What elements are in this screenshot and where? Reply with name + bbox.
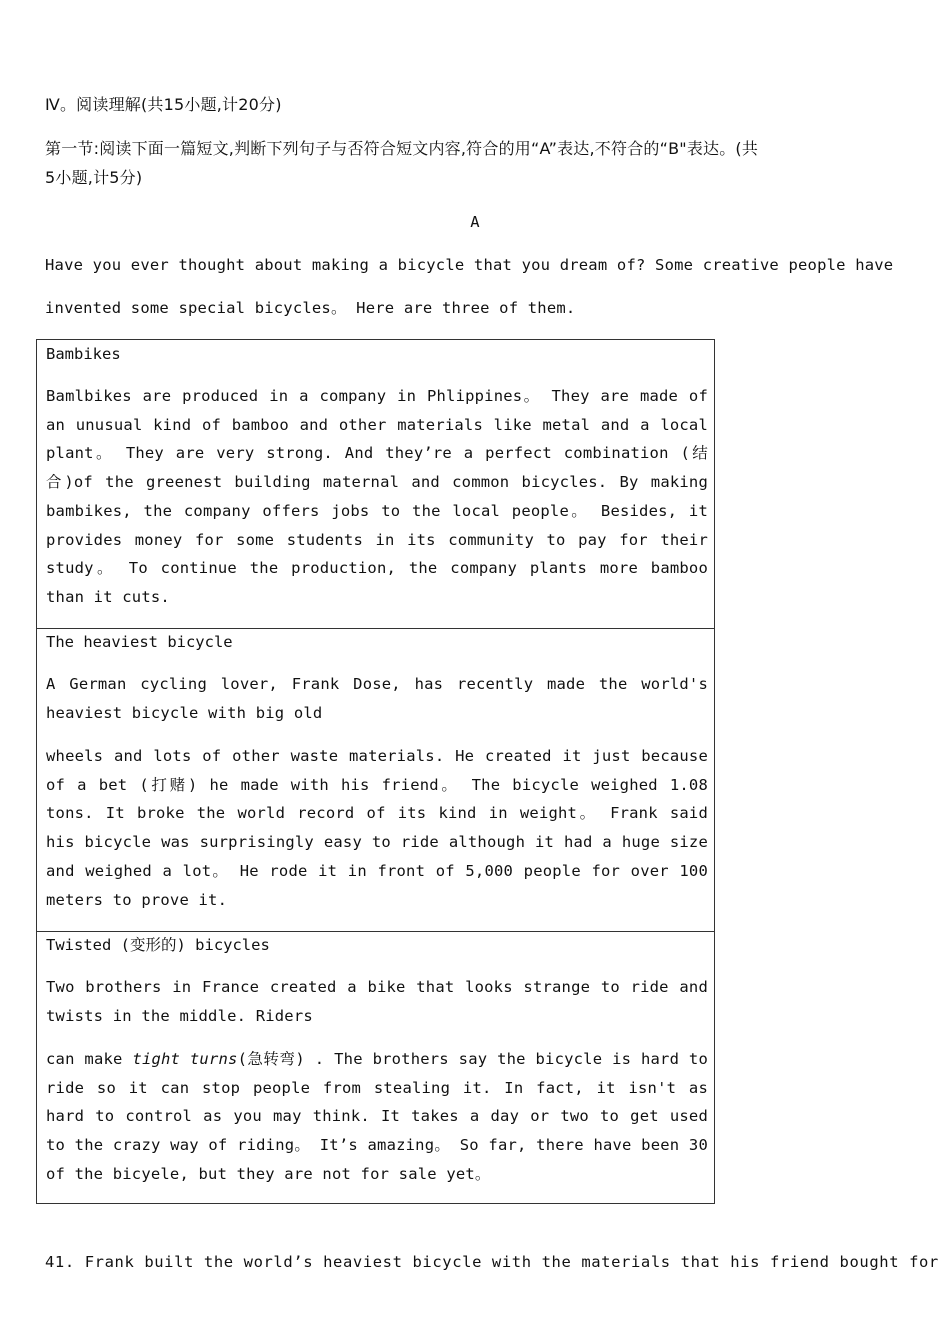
instruction-line-1: 第一节:阅读下面一篇短文,判断下列句子与否符合短文内容,符合的用“A”表达,不符合的“B"表达。(共 [45,139,759,158]
cell-title-twisted-bicycles: Twisted (变形的) bicycles [46,936,270,954]
cell-text-twisted-bicycles-part-1: Two brothers in France created a bike that looks strange to ride and twists in the middle. Riders [46,978,708,1025]
cell-title-bambikes: Bambikes [46,345,121,363]
cell-text-heaviest-bicycle-part-1: A German cycling lover, Frank Dose, has recently made the world's heaviest bicycle with big old [46,675,708,722]
table-divider [37,931,714,932]
passage-label: A [470,213,480,231]
italic-term: tight turns [132,1050,238,1068]
cell-text-twisted-bicycles-part-2 [46,1045,708,1189]
cell-text-heaviest-bicycle-part-2: wheels and lots of other waste materials. He created it just because of a bet (打赌) he made with his friend。 The bicycle weighed 1.08 tons. It broke the world record of its kind in weight。 Frank said his bicycle was surprisingly easy to ride although it had a huge size and weighed a lot。 He rode it in front of 5,000 people for over 100 meters to prove it. [46,747,708,909]
passage-intro-line-2: invented some special bicycles。 Here are three of them. [45,299,576,317]
instruction-line-2: 5小题,计5分) [45,168,143,187]
question-41: 41. Frank built the world’s heaviest bicycle with the materials that his friend bought for [45,1253,939,1271]
text-segment: can make [46,1050,133,1068]
text-segment: (急转弯) . The brothers say the bicycle is hard to ride so it can stop people from stealing it. In fact, it isn't as hard to control as you may think. It takes a day or two to get used to the crazy way of riding。 It’s amazing。 So far, there have been 30 of the bicyele, but they are not for sale yet。 [46,1050,708,1183]
passage-intro-line-1: Have you ever thought about making a bicycle that you dream of? Some creative people have [45,256,894,274]
cell-title-heaviest-bicycle: The heaviest bicycle [46,633,233,651]
table-divider [37,628,714,629]
cell-text-bambikes: Bamlbikes are produced in a company in Phlippines。 They are made of an unusual kind of bamboo and other materials like metal and a local plant。 They are very strong. And they’re a perfect combination (结合)of the greenest building maternal and common bicycles. By making bambikes, the company offers jobs to the local people。 Besides, it provides money for some students in its community to pay for their study。 To continue the production, the company plants more bamboo than it cuts. [46,387,708,606]
section-heading: Ⅳ。阅读理解(共15小题,计20分) [45,95,282,114]
bicycle-table [36,339,715,1204]
